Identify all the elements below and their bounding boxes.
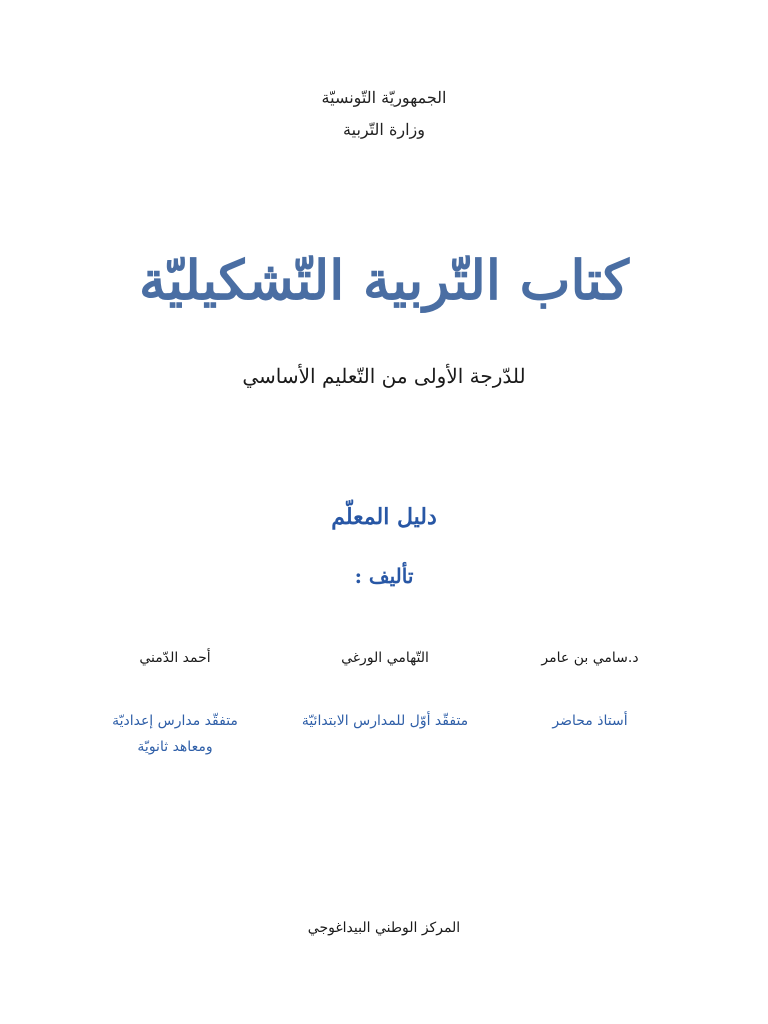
author-role-3-line-2: ومعاهد ثانويّة: [137, 739, 213, 755]
author-role-3: [95, 708, 255, 760]
author-name-1: د.سامي بن عامر: [541, 650, 639, 666]
author-role-1: أستاذ محاضر: [552, 713, 628, 729]
author-name-2: التّهامي الورغي: [341, 650, 429, 666]
guide-label: دليل المعلّم: [331, 504, 437, 530]
author-name-3: أحمد الدّمني: [139, 650, 211, 666]
publisher-label: المركز الوطني البيداغوجي: [307, 920, 461, 936]
ministry-label: وزارة التّربية: [343, 120, 425, 139]
republic-label: الجمهوريّة التّونسيّة: [321, 88, 447, 107]
authored-label: تأليف :: [354, 564, 414, 588]
author-role-3-line-1: متفقّد مدارس إعداديّة: [112, 713, 238, 729]
book-subtitle: للدّرجة الأولى من التّعليم الأساسي: [242, 364, 526, 388]
author-role-2: متفقّد أوّل للمدارس الابتدائيّة: [301, 713, 469, 729]
book-title: كتاب التّربية التّشكيليّة: [139, 248, 629, 312]
